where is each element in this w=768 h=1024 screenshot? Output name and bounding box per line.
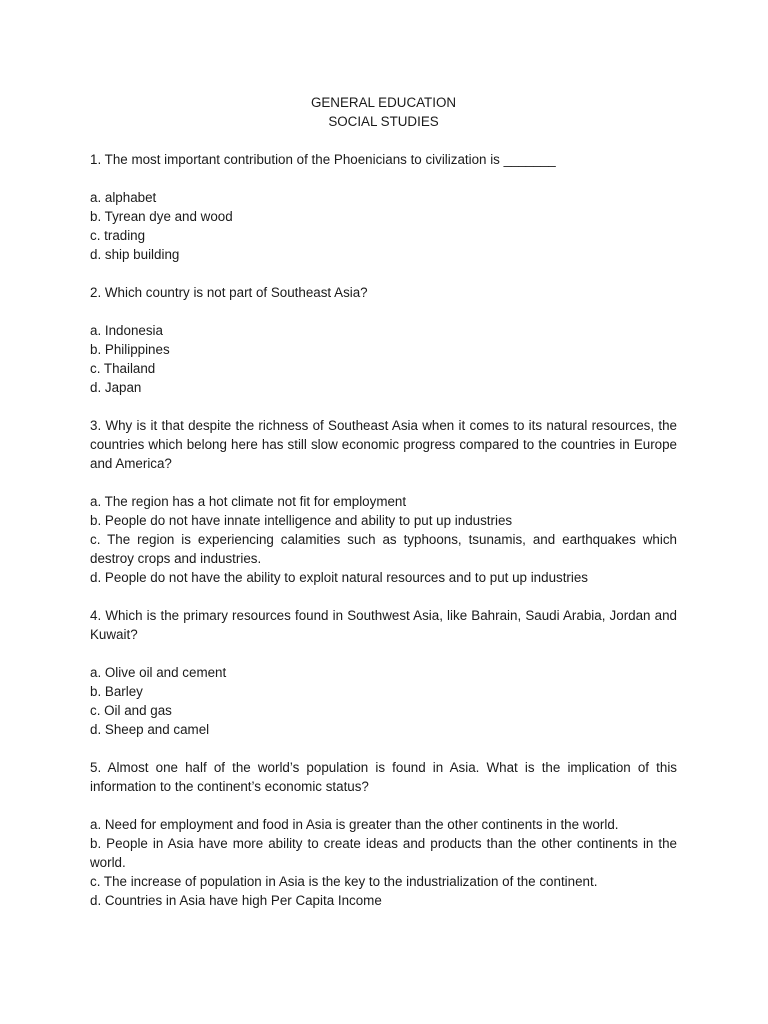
question-5-options [90, 815, 677, 910]
question-3-options [90, 492, 677, 587]
question-block-4 [90, 606, 677, 739]
option-4c: c. Oil and gas [90, 703, 172, 718]
option-3a: a. The region has a hot climate not fit for employment [90, 494, 407, 509]
option-4b: b. Barley [90, 684, 143, 699]
option-1d: d. ship building [90, 247, 180, 262]
document-subtitle: SOCIAL STUDIES [328, 114, 439, 129]
question-block-5 [90, 758, 677, 910]
document-title: GENERAL EDUCATION [310, 95, 457, 110]
question-4-options [90, 663, 677, 739]
option-5c: c. The increase of population in Asia is the key to the industrialization of the continent. [90, 874, 598, 889]
option-5d: d. Countries in Asia have high Per Capita Income [90, 893, 382, 908]
option-1a: a. alphabet [90, 190, 157, 205]
question-1-options [90, 188, 677, 264]
question-4-text: 4. Which is the primary resources found in Southwest Asia, like Bahrain, Saudi Arabia, Jordan and Kuwait? [90, 608, 677, 642]
option-3d: d. People do not have the ability to exploit natural resources and to put up industries [90, 570, 589, 585]
question-block-2 [90, 283, 677, 397]
document-content [90, 93, 677, 910]
question-2-options [90, 321, 677, 397]
question-1-text: 1. The most important contribution of the Phoenicians to civilization is _______ [90, 152, 556, 167]
question-3-text: 3. Why is it that despite the richness of Southeast Asia when it comes to its natural resources, the countries which belong here has still slow economic progress compared to the countries in Europe and America? [90, 418, 677, 471]
option-1c: c. trading [90, 228, 146, 243]
option-3b: b. People do not have innate intelligence and ability to put up industries [90, 513, 513, 528]
question-5-text: 5. Almost one half of the world’s population is found in Asia. What is the implication of this information to the continent’s economic status? [90, 760, 677, 794]
question-block-1 [90, 150, 677, 264]
option-3c: c. The region is experiencing calamities such as typhoons, tsunamis, and earthquakes which destroy crops and industries. [90, 532, 677, 566]
question-block-3 [90, 416, 677, 587]
option-2b: b. Philippines [90, 342, 170, 357]
question-2-text: 2. Which country is not part of Southeast Asia? [90, 285, 368, 300]
option-1b: b. Tyrean dye and wood [90, 209, 233, 224]
option-2c: c. Thailand [90, 361, 156, 376]
option-2d: d. Japan [90, 380, 142, 395]
option-5a: a. Need for employment and food in Asia is greater than the other continents in the world. [90, 817, 619, 832]
option-4d: d. Sheep and camel [90, 722, 210, 737]
option-4a: a. Olive oil and cement [90, 665, 227, 680]
option-5b: b. People in Asia have more ability to create ideas and products than the other continents in the world. [90, 836, 677, 870]
option-2a: a. Indonesia [90, 323, 163, 338]
